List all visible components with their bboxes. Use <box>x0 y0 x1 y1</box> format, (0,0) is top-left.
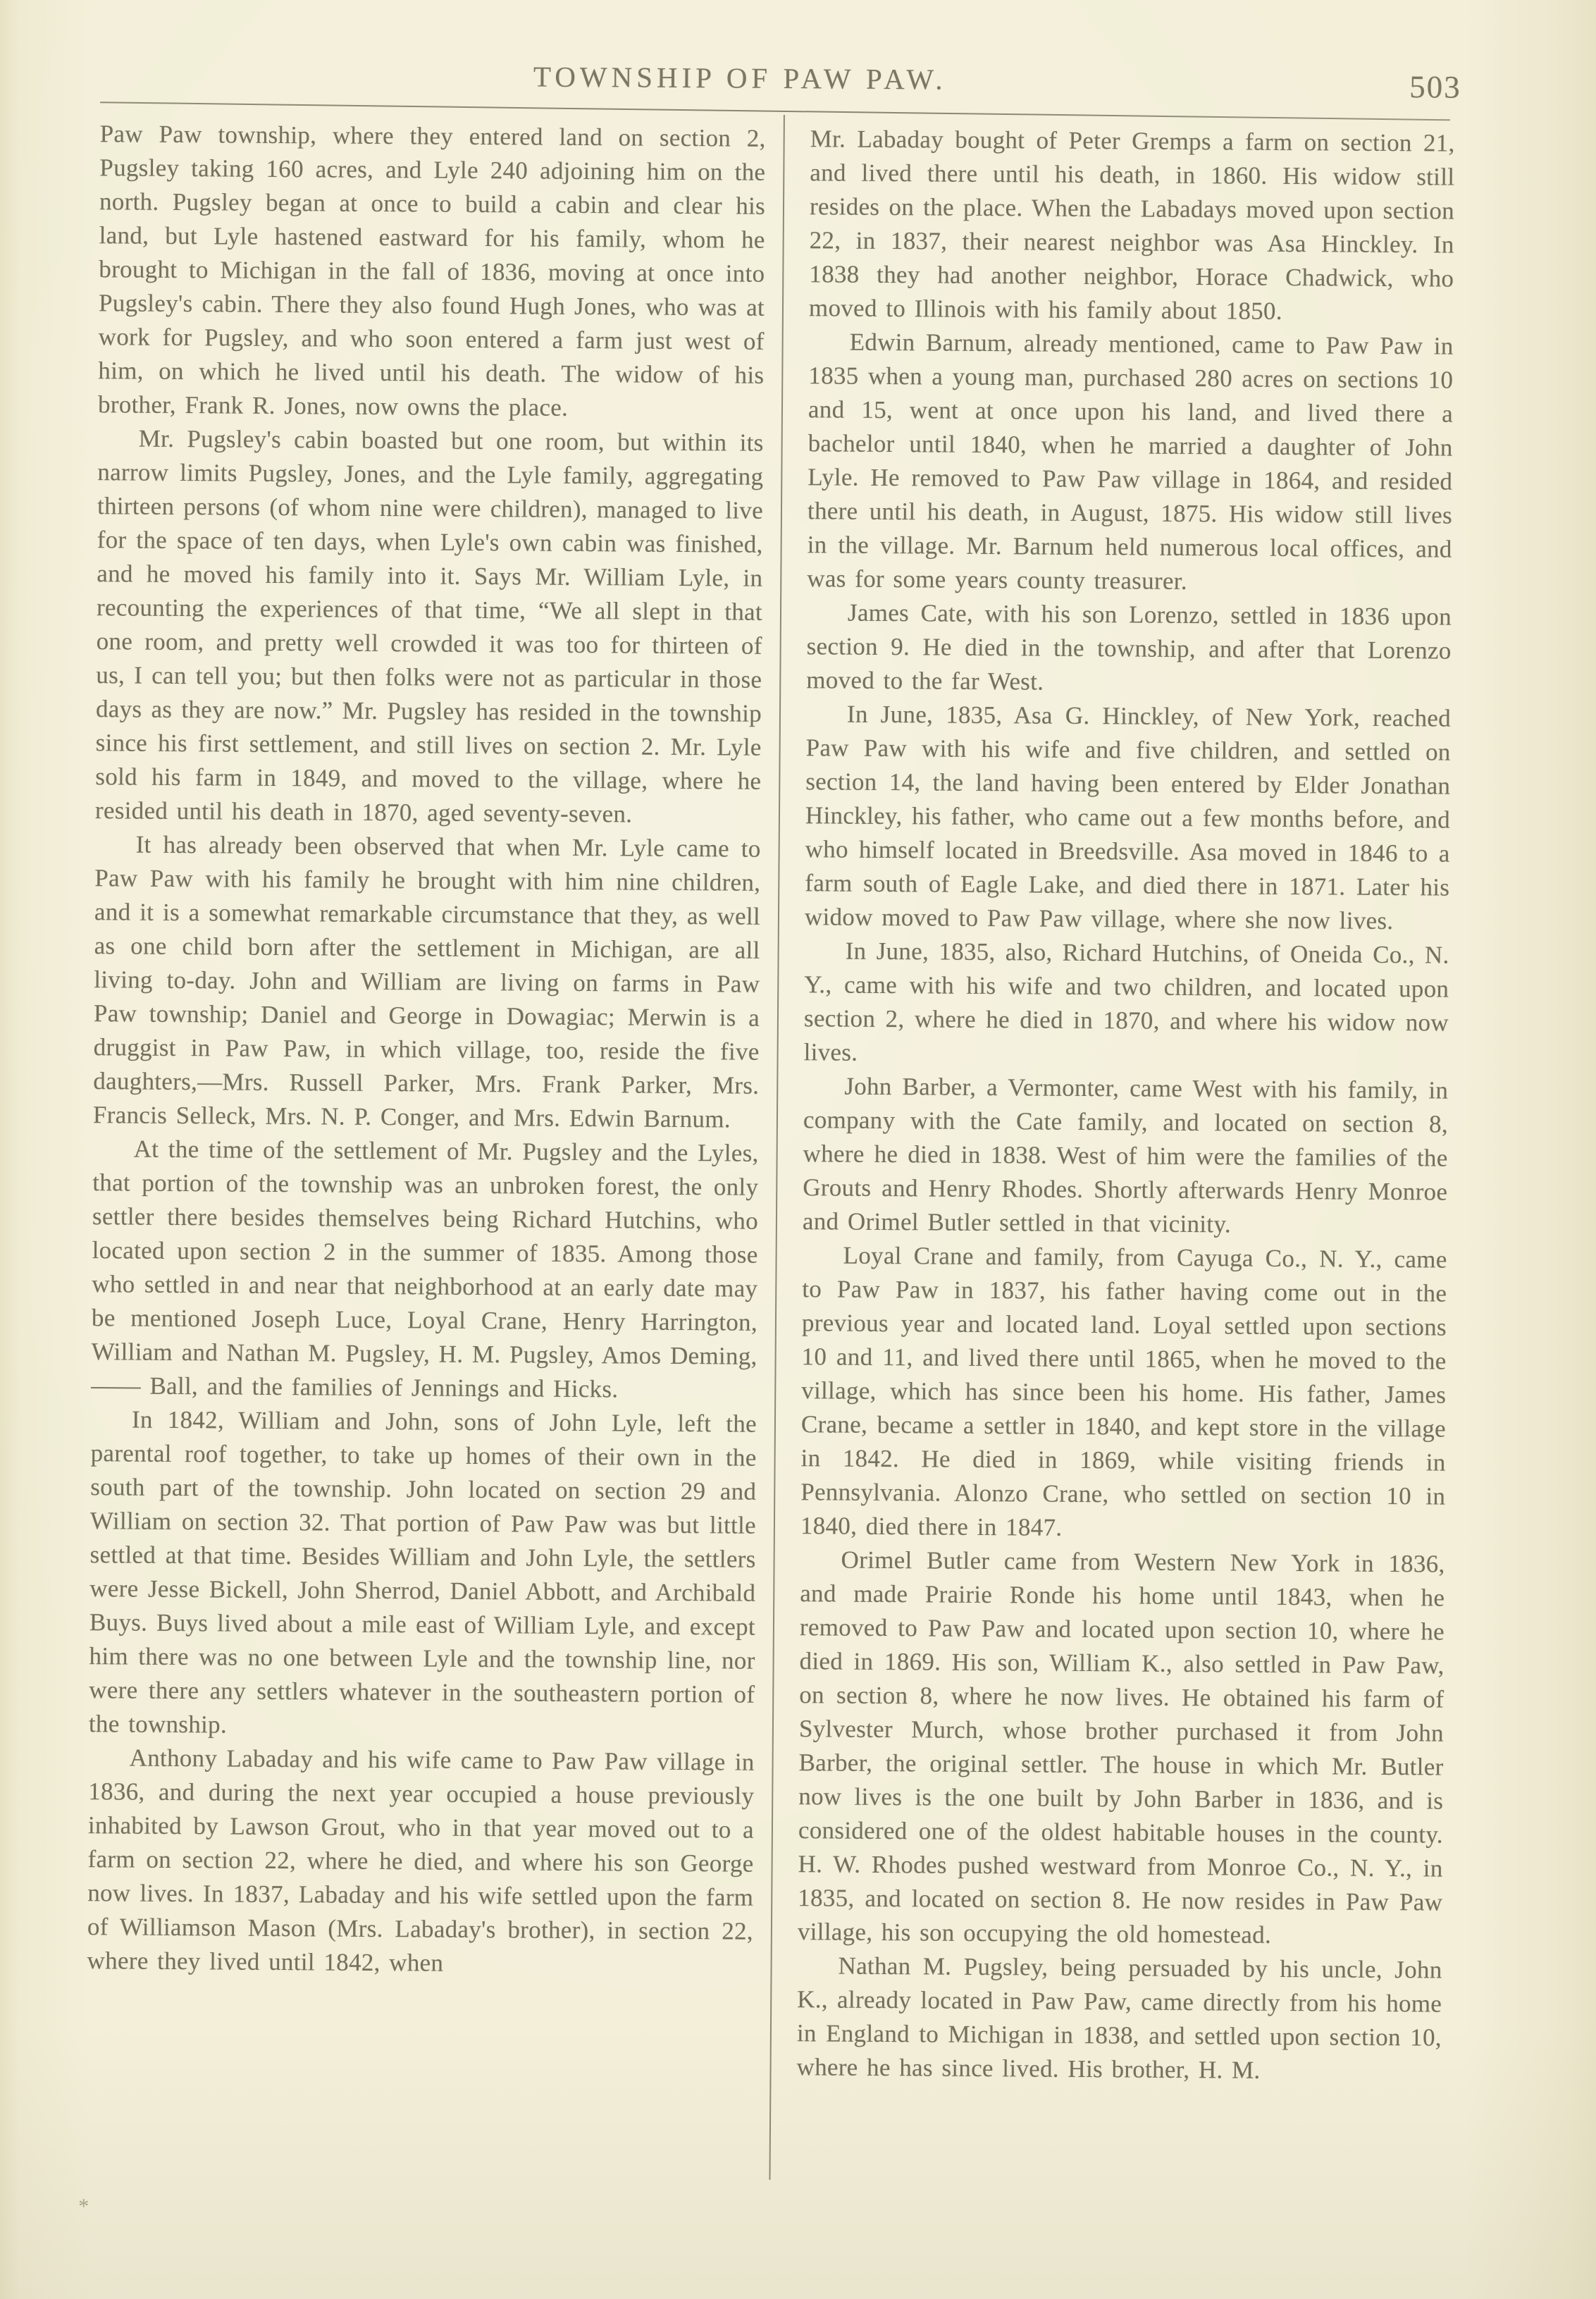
paragraph: Nathan M. Pugsley, being persuaded by his uncle, John K., already located in Paw Paw, came directly from his home in England to Michigan in 1838, and settled upon section 10, where he has since lived. His brother, H. M. <box>796 1952 1442 2084</box>
paragraph: Anthony Labaday and his wife came to Paw Paw village in 1836, and during the next year occupied a house previously inhabited by Lawson Grout, who in that year moved out to a farm on section 22, where he died, and where his son George now lives. In 1837, Labaday and his wife settled upon the farm of Williamson Mason (Mrs. Labaday's brother), in section 22, where they lived until 1842, when <box>87 1744 755 1977</box>
paragraph: In 1842, William and John, sons of John Lyle, left the parental roof together, to take up homes of their own in the south part of the township. John located on section 29 and William on section 32. That portion of Paw Paw was but little settled at that time. Besides William and John Lyle, the settlers were Jesse Bickell, John Sherrod, Daniel Abbott, and Archibald Buys. Buys lived about a mile east of William Lyle, and except him there was no one between Lyle and the township line, nor were there any settlers whatever in the southeastern portion of the township. <box>88 1405 757 1739</box>
column-divider <box>769 115 784 2180</box>
paragraph: In June, 1835, Asa G. Hinckley, of New York, reached Paw Paw with his wife and five children, and settled on section 14, the land having been entered by Elder Jonathan Hinckley, his father, who came out a few months before, and who himself located in Breedsville. Asa moved in 1846 to a farm south of Eagle Lake, and died there in 1871. Later his widow moved to Paw Paw village, where she now lives. <box>804 700 1452 935</box>
paragraph: Edwin Barnum, already mentioned, came to Paw Paw in 1835 when a young man, purchased 280 acres on sections 10 and 15, went at once upon his land, and lived there a bachelor until 1840, when he married a daughter of John Lyle. He removed to Paw Paw village in 1864, and resided there until his death, in August, 1875. His widow still lives in the village. Mr. Barnum held numerous local offices, and was for some years county treasurer. <box>807 328 1454 595</box>
paragraph: Loyal Crane and family, from Cayuga Co., N. Y., came to Paw Paw in 1837, his father having come out in the previous year and located land. Loyal settled upon sections 10 and 11, and lived there until 1865, when he moved to the village, which has since been his home. His father, James Crane, became a settler in 1840, and kept store in the village in 1842. He died in 1869, while visiting friends in Pennsylvania. Alonzo Crane, who settled on section 10 in 1840, died there in 1847. <box>800 1241 1447 1541</box>
left-column <box>87 117 765 1983</box>
page-title: TOWNSHIP OF PAW PAW. <box>533 60 947 96</box>
paragraph: Mr. Pugsley's cabin boasted but one room, but within its narrow limits Pugsley, Jones, and the Lyle family, aggregating thirteen persons (of whom nine were children), managed to live for the space of ten days, when Lyle's own cabin was finished, and he moved his family into it. Says Mr. William Lyle, in recounting the experiences of that time, “We all slept in that one room, and pretty well crowded it was too for thirteen of us, I can tell you; but then folks were not as particular in those days as they are now.” Mr. Pugsley has resided in the township since his first settlement, and still lives on section 2. Mr. Lyle sold his farm in 1849, and moved to the village, where he resided until his death in 1870, aged seventy-seven. <box>94 424 764 828</box>
right-column <box>796 122 1454 2088</box>
header-rule <box>100 101 1450 121</box>
paragraph: Orimel Butler came from Western New York in 1836, and made Prairie Ronde his home until 1843, when he removed to Paw Paw and located upon section 10, where he died in 1869. His son, William K., also settled in Paw Paw, on section 8, where he now lives. He obtained his farm of Sylvester Murch, whose brother purchased it from John Barber, the original settler. The house in which Mr. Butler now lives is the one built by John Barber in 1836, and is considered one of the oldest habitable houses in the county. H. W. Rhodes pushed westward from Monroe Co., N. Y., in 1835, and located on section 8. He now resides in Paw Paw village, his son occupying the old homestead. <box>797 1546 1445 1949</box>
print-artifact: * <box>78 2195 89 2219</box>
paragraph: In June, 1835, also, Richard Hutchins, of Oneida Co., N. Y., came with his wife and two children, and located upon section 2, where he died in 1870, and where his widow now lives. <box>803 937 1449 1066</box>
page-header <box>1 0 1596 105</box>
paragraph: Mr. Labaday bought of Peter Gremps a farm on section 21, and lived there until his death, in 1860. His widow still resides on the place. When the Labadays moved upon section 22, in 1837, their nearest neighbor was Asa Hinckley. In 1838 they had another neighbor, Horace Chadwick, who moved to Illinois with his family about 1850. <box>808 125 1455 325</box>
page-number: 503 <box>1409 69 1461 105</box>
paragraph: James Cate, with his son Lorenzo, settled in 1836 upon section 9. He died in the township, and after that Lorenzo moved to the far West. <box>806 598 1452 696</box>
paragraph: John Barber, a Vermonter, came West with his family, in company with the Cate family, and located on section 8, where he died in 1838. West of him were the families of the Grouts and Henry Rhodes. Shortly afterwards Henry Monroe and Orimel Butler settled in that vicinity. <box>802 1072 1449 1238</box>
paragraph: Paw Paw township, where they entered land on section 2, Pugsley taking 160 acres, and Lyle 240 adjoining him on the north. Pugsley began at once to build a cabin and clear his land, but Lyle hastened eastward for his family, whom he brought to Michigan in the fall of 1836, moving at once into Pugsley's cabin. There they also found Hugh Jones, who was at work for Pugsley, and who soon entered a farm just west of him, on which he lived until his death. The widow of his brother, Frank R. Jones, now owns the place. <box>97 120 766 421</box>
paragraph: At the time of the settlement of Mr. Pugsley and the Lyles, that portion of the township was an unbroken forest, the only settler there besides themselves being Richard Hutchins, who located upon section 2 in the summer of 1835. Among those who settled in and near that neighborhood at an early date may be mentioned Joseph Luce, Loyal Crane, Henry Harrington, William and Nathan M. Pugsley, H. M. Pugsley, Amos Deming, —— Ball, and the families of Jennings and Hicks. <box>91 1135 759 1403</box>
paragraph: It has already been observed that when Mr. Lyle came to Paw Paw with his family he brought with him nine children, and it is a somewhat remarkable circumstance that they, as well as one child born after the settlement in Michigan, are all living to-day. John and William are living on farms in Paw Paw township; Daniel and George in Dowagiac; Merwin is a druggist in Paw Paw, in which village, too, reside the five daughters,—Mrs. Russell Parker, Mrs. Frank Parker, Mrs. Francis Selleck, Mrs. N. P. Conger, and Mrs. Edwin Barnum. <box>92 830 761 1133</box>
